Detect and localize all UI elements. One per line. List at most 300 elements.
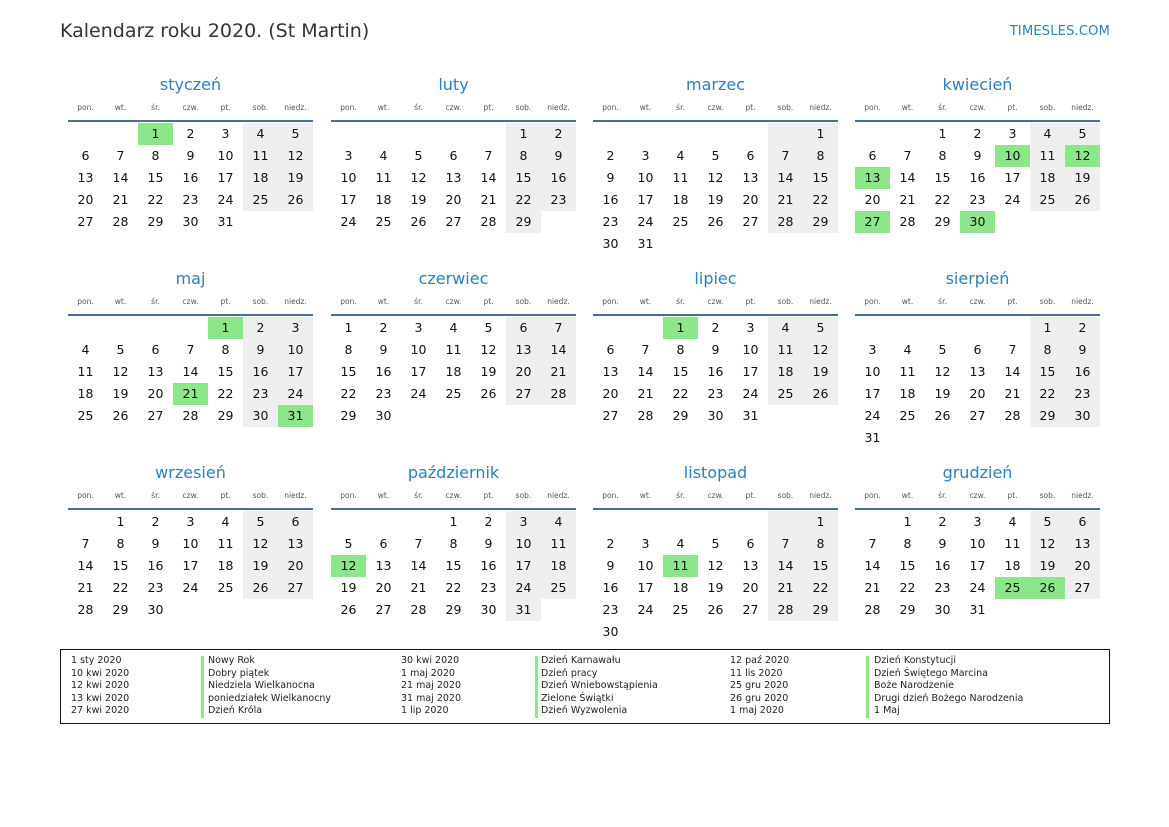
day-cell: 30 <box>375 408 392 423</box>
day-cell: 20 <box>1065 555 1100 577</box>
empty-cell <box>173 317 208 339</box>
weekday-label: pt. <box>220 491 231 500</box>
day-cell: 21 <box>1004 386 1021 401</box>
day-cell: 8 <box>506 145 541 167</box>
day-cell: 18 <box>1030 167 1065 189</box>
day-cell: 25 <box>541 577 576 599</box>
day-cell: 25 <box>995 577 1030 599</box>
day-cell: 10 <box>278 339 313 361</box>
header-rule <box>68 314 313 316</box>
day-cell: 9 <box>606 170 615 185</box>
weekday-label: czw. <box>182 297 199 306</box>
day-cell: 19 <box>278 167 313 189</box>
day-cell: 24 <box>637 602 654 617</box>
weekday-label: pon. <box>864 297 881 306</box>
day-cell: 7 <box>641 342 650 357</box>
day-cell: 20 <box>969 386 986 401</box>
weekday-label: wt. <box>901 297 914 306</box>
day-cell: 29 <box>340 408 357 423</box>
empty-cell <box>593 511 628 533</box>
day-cell: 19 <box>112 386 129 401</box>
day-cell: 8 <box>221 342 230 357</box>
empty-cell <box>1065 427 1100 449</box>
month-name: czerwiec <box>418 269 489 288</box>
day-cell: 1 <box>1030 317 1065 339</box>
day-cell: 25 <box>375 214 392 229</box>
day-cell: 18 <box>445 364 462 379</box>
day-cell: 30 <box>147 602 164 617</box>
day-cell: 4 <box>81 342 90 357</box>
weekday-label: wt. <box>114 491 127 500</box>
day-cell: 12 <box>803 339 838 361</box>
day-cell: 18 <box>1004 558 1021 573</box>
day-cell: 31 <box>278 405 313 427</box>
day-cell: 10 <box>864 364 881 379</box>
weekday-label: śr. <box>414 297 423 306</box>
weekday-label: pon. <box>602 103 619 112</box>
day-cell: 14 <box>480 170 497 185</box>
day-cell: 12 <box>1065 145 1100 167</box>
day-cell: 4 <box>221 514 230 529</box>
day-cell: 23 <box>480 580 497 595</box>
legend-holiday-name: Drugi dzień Bożego Narodzenia <box>874 692 1024 704</box>
day-cell: 21 <box>112 192 129 207</box>
month-calendar <box>855 73 1100 233</box>
day-cell: 17 <box>742 364 759 379</box>
day-cell: 9 <box>484 536 493 551</box>
legend-date: 13 kwi 2020 <box>71 692 130 704</box>
weekday-label: wt. <box>114 297 127 306</box>
day-cell: 17 <box>340 192 357 207</box>
day-cell: 14 <box>899 170 916 185</box>
weekday-label: wt. <box>114 103 127 112</box>
legend-date: 10 kwi 2020 <box>71 667 130 679</box>
weekday-label: niedz. <box>809 103 832 112</box>
weekday-label: wt. <box>377 491 390 500</box>
day-cell: 12 <box>243 533 278 555</box>
weekday-label: śr. <box>151 297 160 306</box>
empty-cell <box>436 123 471 145</box>
weekday-label: niedz. <box>809 297 832 306</box>
day-cell: 6 <box>746 148 755 163</box>
empty-cell <box>506 405 541 427</box>
day-grid <box>331 123 576 233</box>
day-cell: 17 <box>278 361 313 383</box>
day-cell: 26 <box>1065 189 1100 211</box>
empty-cell <box>663 511 698 533</box>
day-cell: 21 <box>77 580 94 595</box>
header-rule <box>331 508 576 510</box>
weekday-label: pt. <box>1007 103 1018 112</box>
weekday-label: śr. <box>938 297 947 306</box>
day-cell: 7 <box>903 148 912 163</box>
day-cell: 26 <box>707 214 724 229</box>
day-cell: 18 <box>672 192 689 207</box>
weekday-header <box>593 98 838 118</box>
day-cell: 5 <box>711 148 720 163</box>
day-cell: 10 <box>340 170 357 185</box>
day-cell: 13 <box>278 533 313 555</box>
header-rule <box>331 120 576 122</box>
day-cell: 24 <box>340 214 357 229</box>
day-grid <box>593 317 838 427</box>
day-cell: 2 <box>606 148 615 163</box>
day-cell: 19 <box>1030 555 1065 577</box>
day-cell: 23 <box>182 192 199 207</box>
weekday-label: czw. <box>182 491 199 500</box>
day-cell: 4 <box>449 320 458 335</box>
empty-cell <box>628 317 663 339</box>
brand-link[interactable]: TIMESLES.COM <box>1009 24 1110 39</box>
day-cell: 12 <box>112 364 129 379</box>
day-cell: 29 <box>803 211 838 233</box>
day-cell: 25 <box>243 189 278 211</box>
day-cell: 11 <box>77 364 94 379</box>
empty-cell <box>768 123 803 145</box>
day-cell: 26 <box>278 189 313 211</box>
empty-cell <box>663 621 698 643</box>
empty-cell <box>173 599 208 621</box>
day-cell: 21 <box>410 580 427 595</box>
day-cell: 23 <box>969 192 986 207</box>
weekday-label: sob. <box>1039 297 1056 306</box>
weekday-label: niedz. <box>1071 297 1094 306</box>
empty-cell <box>593 317 628 339</box>
day-cell: 21 <box>864 580 881 595</box>
legend-date: 12 kwi 2020 <box>71 680 130 692</box>
empty-cell <box>855 123 890 145</box>
weekday-label: śr. <box>414 103 423 112</box>
day-cell: 24 <box>278 383 313 405</box>
day-cell: 24 <box>410 386 427 401</box>
empty-cell <box>803 621 838 643</box>
day-cell: 18 <box>243 167 278 189</box>
empty-cell <box>541 405 576 427</box>
day-cell: 7 <box>768 533 803 555</box>
month-calendar <box>331 73 576 233</box>
day-cell: 26 <box>480 386 497 401</box>
day-cell: 21 <box>637 386 654 401</box>
day-cell: 24 <box>506 577 541 599</box>
day-cell: 12 <box>410 170 427 185</box>
day-grid <box>68 123 313 233</box>
day-cell: 11 <box>672 170 689 185</box>
day-cell: 18 <box>375 192 392 207</box>
day-cell: 5 <box>344 536 353 551</box>
legend-holiday-name: Dzień pracy <box>541 667 598 679</box>
day-cell: 10 <box>995 145 1030 167</box>
weekday-label: sob. <box>515 491 532 500</box>
empty-cell <box>1065 599 1100 621</box>
weekday-label: śr. <box>676 491 685 500</box>
day-cell: 28 <box>768 211 803 233</box>
day-cell: 7 <box>868 536 877 551</box>
day-cell: 10 <box>217 148 234 163</box>
day-cell: 23 <box>707 386 724 401</box>
day-cell: 2 <box>186 126 195 141</box>
day-cell: 25 <box>1030 189 1065 211</box>
day-cell: 1 <box>208 317 243 339</box>
day-cell: 19 <box>480 364 497 379</box>
empty-cell <box>628 123 663 145</box>
day-cell: 20 <box>602 386 619 401</box>
day-grid <box>855 123 1100 233</box>
day-cell: 26 <box>243 577 278 599</box>
day-cell: 1 <box>344 320 353 335</box>
legend-date: 1 lip 2020 <box>401 705 449 717</box>
day-cell: 29 <box>506 211 541 233</box>
day-cell: 2 <box>973 126 982 141</box>
day-cell: 19 <box>410 192 427 207</box>
day-cell: 22 <box>803 189 838 211</box>
empty-cell <box>803 233 838 255</box>
legend-date: 21 maj 2020 <box>401 680 462 692</box>
weekday-header <box>331 486 576 506</box>
day-cell: 28 <box>637 408 654 423</box>
legend-holiday-name: Dzień Karnawału <box>541 655 621 666</box>
day-cell: 8 <box>676 342 685 357</box>
day-cell: 5 <box>803 317 838 339</box>
day-cell: 15 <box>672 364 689 379</box>
legend-dates <box>71 655 129 718</box>
day-cell: 21 <box>173 383 208 405</box>
day-cell: 4 <box>676 148 685 163</box>
weekday-label: pt. <box>745 297 756 306</box>
day-cell: 19 <box>934 386 951 401</box>
legend-holiday-name: Nowy Rok <box>208 655 255 666</box>
empty-cell <box>768 405 803 427</box>
legend-date: 1 maj 2020 <box>730 705 784 717</box>
empty-cell <box>768 621 803 643</box>
empty-cell <box>593 123 628 145</box>
day-cell: 1 <box>938 126 947 141</box>
weekday-label: pt. <box>745 103 756 112</box>
weekday-label: czw. <box>445 297 462 306</box>
empty-cell <box>855 511 890 533</box>
weekday-label: śr. <box>938 103 947 112</box>
day-cell: 12 <box>278 145 313 167</box>
day-cell: 3 <box>973 514 982 529</box>
header-rule <box>855 120 1100 122</box>
day-cell: 15 <box>1030 361 1065 383</box>
day-cell: 12 <box>707 558 724 573</box>
empty-cell <box>628 621 663 643</box>
empty-cell <box>733 621 768 643</box>
day-cell: 28 <box>899 214 916 229</box>
weekday-label: pt. <box>483 103 494 112</box>
weekday-label: niedz. <box>284 297 307 306</box>
empty-cell <box>995 599 1030 621</box>
day-cell: 13 <box>506 339 541 361</box>
day-cell: 17 <box>410 364 427 379</box>
weekday-label: pt. <box>1007 297 1018 306</box>
weekday-label: czw. <box>969 103 986 112</box>
day-cell: 21 <box>768 189 803 211</box>
day-cell: 17 <box>864 386 881 401</box>
weekday-label: czw. <box>445 491 462 500</box>
day-cell: 8 <box>344 342 353 357</box>
legend-holiday-name: Dzień Świętego Marcina <box>874 667 988 679</box>
day-cell: 1 <box>803 511 838 533</box>
day-cell: 6 <box>973 342 982 357</box>
day-cell: 13 <box>742 170 759 185</box>
weekday-label: pt. <box>483 297 494 306</box>
day-cell: 15 <box>506 167 541 189</box>
day-cell: 13 <box>375 558 392 573</box>
month-calendar <box>593 461 838 643</box>
weekday-header <box>855 98 1100 118</box>
day-cell: 3 <box>414 320 423 335</box>
day-cell: 18 <box>768 361 803 383</box>
day-cell: 10 <box>742 342 759 357</box>
day-cell: 22 <box>112 580 129 595</box>
day-cell: 17 <box>637 192 654 207</box>
day-cell: 20 <box>278 555 313 577</box>
day-cell: 3 <box>641 536 650 551</box>
weekday-label: pon. <box>77 297 94 306</box>
day-cell: 23 <box>602 602 619 617</box>
day-cell: 11 <box>1030 145 1065 167</box>
day-cell: 15 <box>899 558 916 573</box>
day-cell: 7 <box>768 145 803 167</box>
day-cell: 3 <box>344 148 353 163</box>
empty-cell <box>541 599 576 621</box>
day-cell: 30 <box>934 602 951 617</box>
empty-cell <box>401 405 436 427</box>
day-cell: 18 <box>541 555 576 577</box>
day-cell: 16 <box>243 361 278 383</box>
day-cell: 6 <box>151 342 160 357</box>
weekday-label: wt. <box>377 297 390 306</box>
empty-cell <box>366 511 401 533</box>
weekday-header <box>593 486 838 506</box>
weekday-label: sob. <box>777 297 794 306</box>
day-cell: 31 <box>637 236 654 251</box>
day-cell: 11 <box>217 536 234 551</box>
day-cell: 11 <box>1004 536 1021 551</box>
day-cell: 3 <box>506 511 541 533</box>
day-cell: 21 <box>541 361 576 383</box>
legend-date: 30 kwi 2020 <box>401 655 460 666</box>
day-cell: 30 <box>602 624 619 639</box>
empty-cell <box>1030 427 1065 449</box>
day-grid <box>593 123 838 255</box>
day-cell: 11 <box>445 342 462 357</box>
day-cell: 24 <box>182 580 199 595</box>
day-cell: 12 <box>1030 533 1065 555</box>
day-cell: 22 <box>217 386 234 401</box>
header-rule <box>593 120 838 122</box>
day-cell: 28 <box>77 602 94 617</box>
weekday-label: niedz. <box>284 491 307 500</box>
day-cell: 9 <box>243 339 278 361</box>
month-calendar <box>855 461 1100 621</box>
day-cell: 23 <box>243 383 278 405</box>
day-cell: 1 <box>506 123 541 145</box>
day-cell: 6 <box>506 317 541 339</box>
day-cell: 2 <box>243 317 278 339</box>
day-cell: 7 <box>484 148 493 163</box>
day-grid <box>331 511 576 621</box>
weekday-label: pon. <box>864 103 881 112</box>
day-cell: 3 <box>1008 126 1017 141</box>
day-cell: 28 <box>182 408 199 423</box>
day-cell: 23 <box>602 214 619 229</box>
weekday-label: czw. <box>182 103 199 112</box>
empty-cell <box>541 211 576 233</box>
day-cell: 25 <box>217 580 234 595</box>
empty-cell <box>890 427 925 449</box>
day-cell: 29 <box>803 599 838 621</box>
day-cell: 12 <box>480 342 497 357</box>
day-cell: 30 <box>707 408 724 423</box>
page-title: Kalendarz roku 2020. (St Martin) <box>60 20 370 42</box>
empty-cell <box>278 211 313 233</box>
weekday-label: sob. <box>1039 103 1056 112</box>
legend-date: 31 maj 2020 <box>401 692 462 704</box>
day-cell: 17 <box>637 580 654 595</box>
month-calendar <box>593 267 838 427</box>
day-cell: 13 <box>147 364 164 379</box>
weekday-label: pon. <box>77 103 94 112</box>
day-cell: 18 <box>899 386 916 401</box>
empty-cell <box>243 599 278 621</box>
day-cell: 7 <box>414 536 423 551</box>
weekday-label: pt. <box>483 491 494 500</box>
day-cell: 13 <box>602 364 619 379</box>
legend-holiday-name: Dzień Konstytucji <box>874 655 956 666</box>
day-cell: 4 <box>1008 514 1017 529</box>
day-cell: 29 <box>672 408 689 423</box>
day-cell: 29 <box>112 602 129 617</box>
day-cell: 9 <box>938 536 947 551</box>
day-cell: 18 <box>672 580 689 595</box>
month-name: maj <box>175 269 206 288</box>
day-cell: 28 <box>1004 408 1021 423</box>
day-cell: 10 <box>410 342 427 357</box>
legend-date: 12 paź 2020 <box>730 655 790 666</box>
day-cell: 29 <box>1030 405 1065 427</box>
empty-cell <box>628 511 663 533</box>
empty-cell <box>733 233 768 255</box>
legend-marker <box>535 656 538 718</box>
weekday-label: pt. <box>1007 491 1018 500</box>
day-cell: 10 <box>506 533 541 555</box>
day-cell: 20 <box>742 580 759 595</box>
empty-cell <box>68 123 103 145</box>
weekday-label: pon. <box>340 491 357 500</box>
weekday-header <box>68 98 313 118</box>
day-cell: 12 <box>934 364 951 379</box>
day-cell: 11 <box>899 364 916 379</box>
legend-holiday-name: Dzień Wniebowstąpienia <box>541 680 658 692</box>
weekday-label: pon. <box>602 491 619 500</box>
legend-holiday-name: Zielone Świątki <box>541 692 614 704</box>
month-name: listopad <box>683 463 748 482</box>
legend-names <box>541 655 658 718</box>
month-name: marzec <box>685 75 745 94</box>
day-cell: 9 <box>606 558 615 573</box>
day-cell: 4 <box>243 123 278 145</box>
month-calendar <box>331 461 576 621</box>
empty-cell <box>366 123 401 145</box>
day-cell: 26 <box>707 602 724 617</box>
day-cell: 2 <box>606 536 615 551</box>
day-cell: 8 <box>449 536 458 551</box>
day-cell: 20 <box>864 192 881 207</box>
day-cell: 13 <box>742 558 759 573</box>
day-cell: 11 <box>375 170 392 185</box>
